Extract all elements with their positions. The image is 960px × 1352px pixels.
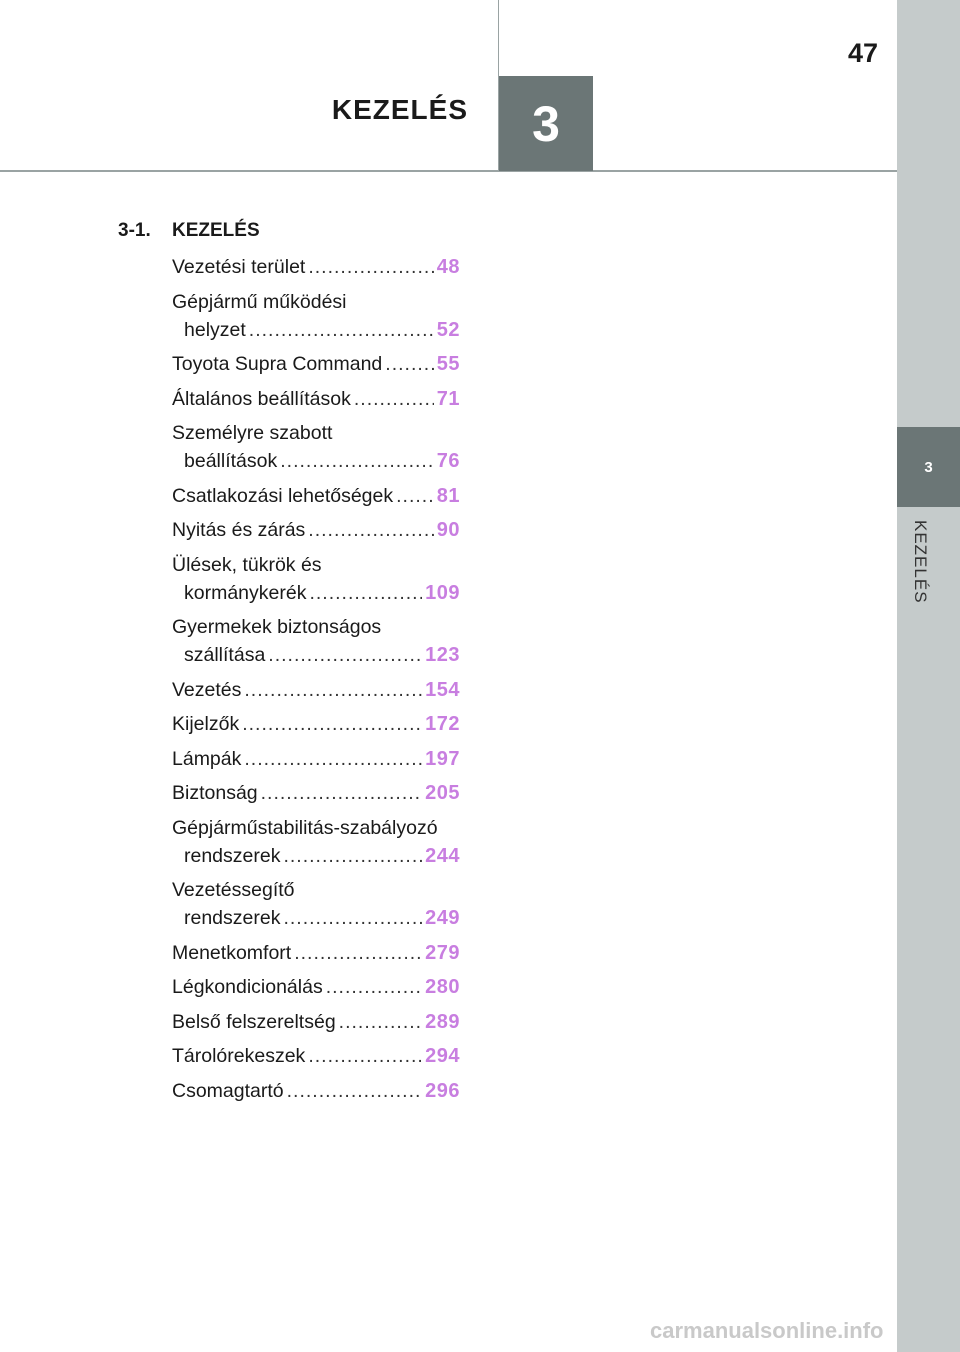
toc-entry-label: Nyitás és zárás [172, 519, 306, 541]
toc-page-link[interactable]: 244 [425, 844, 460, 867]
toc-entry[interactable] [172, 419, 460, 475]
toc-entry[interactable] [172, 973, 460, 1001]
toc-leader-dots [309, 579, 422, 607]
toc-entry-label: Toyota Supra Command [172, 353, 383, 375]
toc-page-link[interactable]: 280 [425, 976, 460, 998]
toc-page-link[interactable]: 90 [436, 519, 460, 541]
sidebar-chapter-tab[interactable] [897, 427, 960, 507]
toc-entry[interactable] [172, 613, 460, 669]
toc-page-link[interactable]: 205 [425, 782, 460, 804]
toc-leader-dots [249, 316, 434, 344]
toc-entry[interactable] [172, 253, 460, 281]
toc-leader-dots [244, 745, 422, 773]
toc-entry-label: Személyre szabott [172, 422, 333, 444]
toc-page-link[interactable]: 154 [425, 678, 460, 701]
table-of-contents [172, 253, 460, 1111]
toc-page-link[interactable]: 76 [436, 450, 460, 472]
header-horizontal-rule [0, 170, 897, 172]
toc-leader-dots [242, 710, 422, 738]
watermark-text: carmanualsonline.info [650, 1318, 884, 1343]
toc-page-link[interactable]: 294 [425, 1045, 460, 1067]
toc-leader-dots [396, 482, 434, 510]
toc-leader-dots [268, 641, 422, 669]
toc-page-link[interactable]: 52 [436, 318, 460, 341]
chapter-title: KEZELÉS [331, 94, 468, 125]
toc-page-link[interactable]: 289 [425, 1010, 460, 1033]
toc-entry-label: Kijelzők [172, 713, 240, 735]
toc-entry-label: Vezetési terület [172, 256, 306, 278]
toc-entry-label: Gépjárműstabilitás-szabályozó [172, 816, 438, 839]
toc-leader-dots [294, 939, 422, 967]
section-number: 3-1. [118, 220, 151, 241]
toc-entry-label: Biztonság [172, 782, 258, 804]
toc-entry[interactable] [172, 1008, 460, 1036]
toc-leader-dots [354, 385, 434, 413]
toc-leader-dots [326, 973, 422, 1001]
toc-entry[interactable] [172, 676, 460, 704]
toc-entry-label: helyzet [184, 318, 246, 341]
toc-entry[interactable] [172, 288, 460, 344]
toc-entry-label: Csatlakozási lehetőségek [172, 484, 394, 507]
toc-entry-label: rendszerek [184, 844, 281, 867]
toc-entry-label: szállítása [184, 644, 266, 666]
toc-entry[interactable] [172, 814, 460, 870]
toc-entry-label: Légkondicionálás [172, 976, 323, 998]
toc-entry-label: Vezetés [172, 678, 242, 701]
toc-page-link[interactable]: 71 [436, 387, 460, 410]
toc-entry[interactable] [172, 779, 460, 807]
toc-page-link[interactable]: 197 [425, 747, 460, 770]
toc-leader-dots [283, 904, 422, 932]
toc-page-link[interactable]: 296 [425, 1079, 460, 1102]
toc-entry-label: kormánykerék [184, 581, 307, 604]
toc-page-link[interactable]: 249 [425, 907, 460, 929]
toc-page-link[interactable]: 55 [436, 353, 460, 375]
toc-entry[interactable] [172, 482, 460, 510]
toc-entry[interactable] [172, 516, 460, 544]
toc-entry-label: Belső felszereltség [172, 1010, 336, 1033]
toc-entry-label: Általános beállítások [172, 387, 351, 410]
toc-page-link[interactable]: 48 [436, 256, 460, 278]
toc-page-link[interactable]: 81 [436, 484, 460, 507]
sidebar-chapter-label: KEZELÉS [911, 520, 930, 604]
toc-entry-label: Menetkomfort [172, 941, 292, 964]
toc-entry-label: rendszerek [184, 907, 281, 929]
toc-leader-dots [308, 1042, 422, 1070]
toc-leader-dots [308, 253, 433, 281]
toc-entry[interactable] [172, 1042, 460, 1070]
toc-entry-label: beállítások [184, 450, 278, 472]
chapter-sidebar [897, 0, 960, 1352]
toc-entry-label: Lámpák [172, 747, 242, 770]
toc-leader-dots [280, 447, 434, 475]
toc-entry[interactable] [172, 939, 460, 967]
chapter-number: 3 [532, 95, 560, 152]
toc-entry[interactable] [172, 876, 460, 932]
toc-entry[interactable] [172, 745, 460, 773]
toc-page-link[interactable]: 123 [425, 644, 460, 666]
toc-page-link[interactable]: 109 [425, 581, 460, 604]
toc-leader-dots [283, 842, 422, 870]
toc-leader-dots [308, 516, 433, 544]
section-title: KEZELÉS [172, 220, 260, 241]
toc-entry[interactable] [172, 350, 460, 378]
toc-entry-label: Csomagtartó [172, 1079, 284, 1102]
toc-leader-dots [385, 350, 433, 378]
toc-entry-label: Ülések, tükrök és [172, 553, 322, 576]
toc-entry[interactable] [172, 710, 460, 738]
toc-leader-dots [244, 676, 422, 704]
toc-leader-dots [261, 779, 422, 807]
toc-entry-label: Tárolórekeszek [172, 1045, 306, 1067]
page-number: 47 [848, 38, 879, 68]
chapter-number-box [499, 76, 593, 171]
toc-entry-label: Gépjármű működési [172, 290, 347, 313]
toc-entry[interactable] [172, 1077, 460, 1105]
toc-entry-label: Gyermekek biztonságos [172, 616, 382, 638]
sidebar-tab-number: 3 [924, 458, 933, 476]
toc-page-link[interactable]: 279 [425, 941, 460, 964]
toc-entry[interactable] [172, 385, 460, 413]
toc-entry[interactable] [172, 551, 460, 607]
toc-page-link[interactable]: 172 [425, 713, 460, 735]
toc-leader-dots [339, 1008, 422, 1036]
toc-leader-dots [287, 1077, 422, 1105]
toc-entry-label: Vezetéssegítő [172, 879, 295, 901]
